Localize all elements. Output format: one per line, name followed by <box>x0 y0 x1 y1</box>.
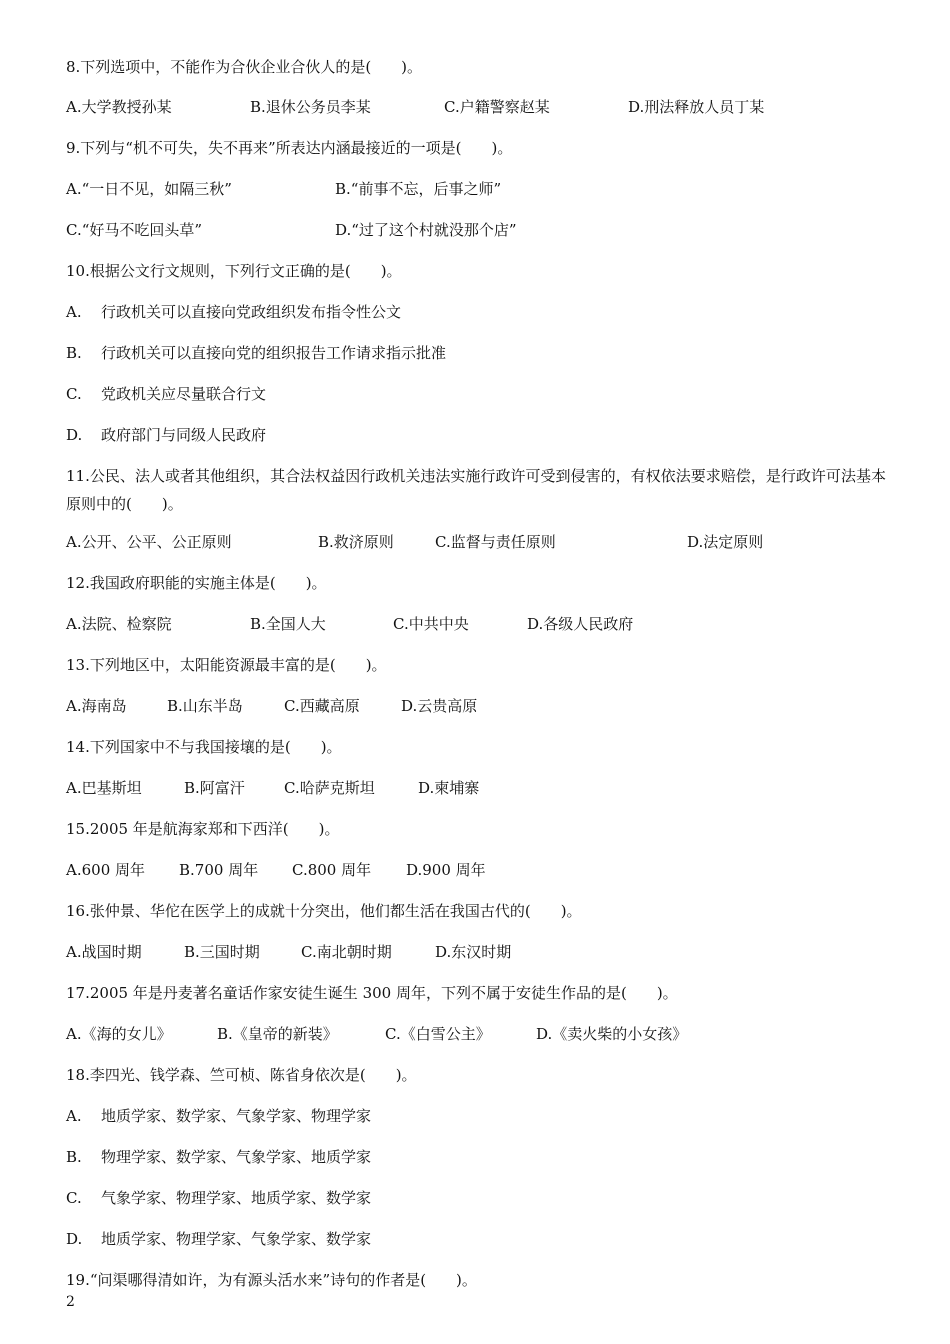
question-16-option-a: A.战国时期 <box>66 943 142 961</box>
question-9-stem: 9.下列与“机不可失，失不再来”所表达内涵最接近的一项是( )。 <box>66 139 513 157</box>
question-12-option-b: B.全国人大 <box>250 615 326 633</box>
question-15-stem: 15.2005 年是航海家郑和下西洋( )。 <box>66 820 340 838</box>
question-14-stem: 14.下列国家中不与我国接壤的是( )。 <box>66 738 342 756</box>
question-8-option-a: A.大学教授孙某 <box>66 98 172 116</box>
question-17-option-d: D.《卖火柴的小女孩》 <box>536 1025 688 1043</box>
question-9-option-a: A.“一日不见，如隔三秋” <box>66 180 232 198</box>
question-19-stem: 19.“问渠哪得清如许，为有源头活水来”诗句的作者是( )。 <box>66 1271 477 1289</box>
question-10-option-d-label: D. <box>66 426 83 444</box>
question-18-stem: 18.李四光、钱学森、竺可桢、陈省身依次是( )。 <box>66 1066 417 1084</box>
question-15-option-c: C.800 周年 <box>292 861 372 879</box>
question-10-option-d-text: 政府部门与同级人民政府 <box>101 426 267 444</box>
question-10-option-a-text: 行政机关可以直接向党政组织发布指令性公文 <box>101 303 402 321</box>
question-16-option-d: D.东汉时期 <box>435 943 512 961</box>
question-10-stem: 10.根据公文行文规则，下列行文正确的是( )。 <box>66 262 402 280</box>
question-15-option-a: A.600 周年 <box>66 861 145 879</box>
question-10-option-c-label: C. <box>66 385 82 403</box>
question-14-option-a: A.巴基斯坦 <box>66 779 142 797</box>
question-10-option-a-label: A. <box>66 303 82 321</box>
question-18-option-b-text: 物理学家、数学家、气象学家、地质学家 <box>101 1148 372 1166</box>
question-9-option-d: D.“过了这个村就没那个店” <box>335 221 517 239</box>
question-13-option-d: D.云贵高原 <box>401 697 478 715</box>
question-13-stem: 13.下列地区中，太阳能资源最丰富的是( )。 <box>66 656 387 674</box>
question-11-option-d: D.法定原则 <box>687 533 764 551</box>
question-11-stem: 11.公民、法人或者其他组织，其合法权益因行政机关违法实施行政许可受到侵害的，有权依法要求赔偿，是行政许可法基本原则中的( )。 <box>66 467 886 513</box>
question-11-option-a: A.公开、公平、公正原则 <box>66 533 232 551</box>
question-17-option-b: B.《皇帝的新装》 <box>217 1025 338 1043</box>
question-10-option-c-text: 党政机关应尽量联合行文 <box>101 385 267 403</box>
question-15-option-b: B.700 周年 <box>179 861 259 879</box>
question-13-option-c: C.西藏高原 <box>284 697 360 715</box>
question-8-option-c: C.户籍警察赵某 <box>444 98 550 116</box>
question-8-option-b: B.退休公务员李某 <box>250 98 371 116</box>
question-12-option-a: A.法院、检察院 <box>66 615 172 633</box>
question-14-option-b: B.阿富汗 <box>184 779 245 797</box>
question-18-option-a-label: A. <box>66 1107 82 1125</box>
question-9-option-b: B.“前事不忘，后事之师” <box>335 180 502 198</box>
question-14-option-d: D.柬埔寨 <box>418 779 480 797</box>
question-13-option-a: A.海南岛 <box>66 697 127 715</box>
question-8-stem: 8.下列选项中，不能作为合伙企业合伙人的是( )。 <box>66 58 423 76</box>
question-10-option-b-text: 行政机关可以直接向党的组织报告工作请求指示批准 <box>101 344 447 362</box>
question-12-option-d: D.各级人民政府 <box>527 615 634 633</box>
question-18-option-d-label: D. <box>66 1230 83 1248</box>
question-12-option-c: C.中共中央 <box>393 615 469 633</box>
question-13-option-b: B.山东半岛 <box>167 697 243 715</box>
question-18-option-b-label: B. <box>66 1148 82 1166</box>
question-18-option-a-text: 地质学家、数学家、气象学家、物理学家 <box>101 1107 372 1125</box>
question-9-option-c: C.“好马不吃回头草” <box>66 221 203 239</box>
question-17-stem: 17.2005 年是丹麦著名童话作家安徒生诞生 300 周年，下列不属于安徒生作品的是( )。 <box>66 984 678 1002</box>
question-14-option-c: C.哈萨克斯坦 <box>284 779 375 797</box>
question-16-option-c: C.南北朝时期 <box>301 943 392 961</box>
question-16-stem: 16.张仲景、华佗在医学上的成就十分突出，他们都生活在我国古代的( )。 <box>66 902 582 920</box>
question-12-stem: 12.我国政府职能的实施主体是( )。 <box>66 574 327 592</box>
question-10-option-b-label: B. <box>66 344 82 362</box>
question-8-option-d: D.刑法释放人员丁某 <box>628 98 765 116</box>
question-11-option-c: C.监督与责任原则 <box>435 533 556 551</box>
question-18-option-c-label: C. <box>66 1189 82 1207</box>
question-18-option-d-text: 地质学家、物理学家、气象学家、数学家 <box>101 1230 372 1248</box>
question-16-option-b: B.三国时期 <box>184 943 260 961</box>
question-11-option-b: B.救济原则 <box>318 533 394 551</box>
question-18-option-c-text: 气象学家、物理学家、地质学家、数学家 <box>101 1189 372 1207</box>
question-17-option-a: A.《海的女儿》 <box>66 1025 172 1043</box>
question-17-option-c: C.《白雪公主》 <box>385 1025 491 1043</box>
question-15-option-d: D.900 周年 <box>406 861 486 879</box>
page-number: 2 <box>66 1294 75 1310</box>
